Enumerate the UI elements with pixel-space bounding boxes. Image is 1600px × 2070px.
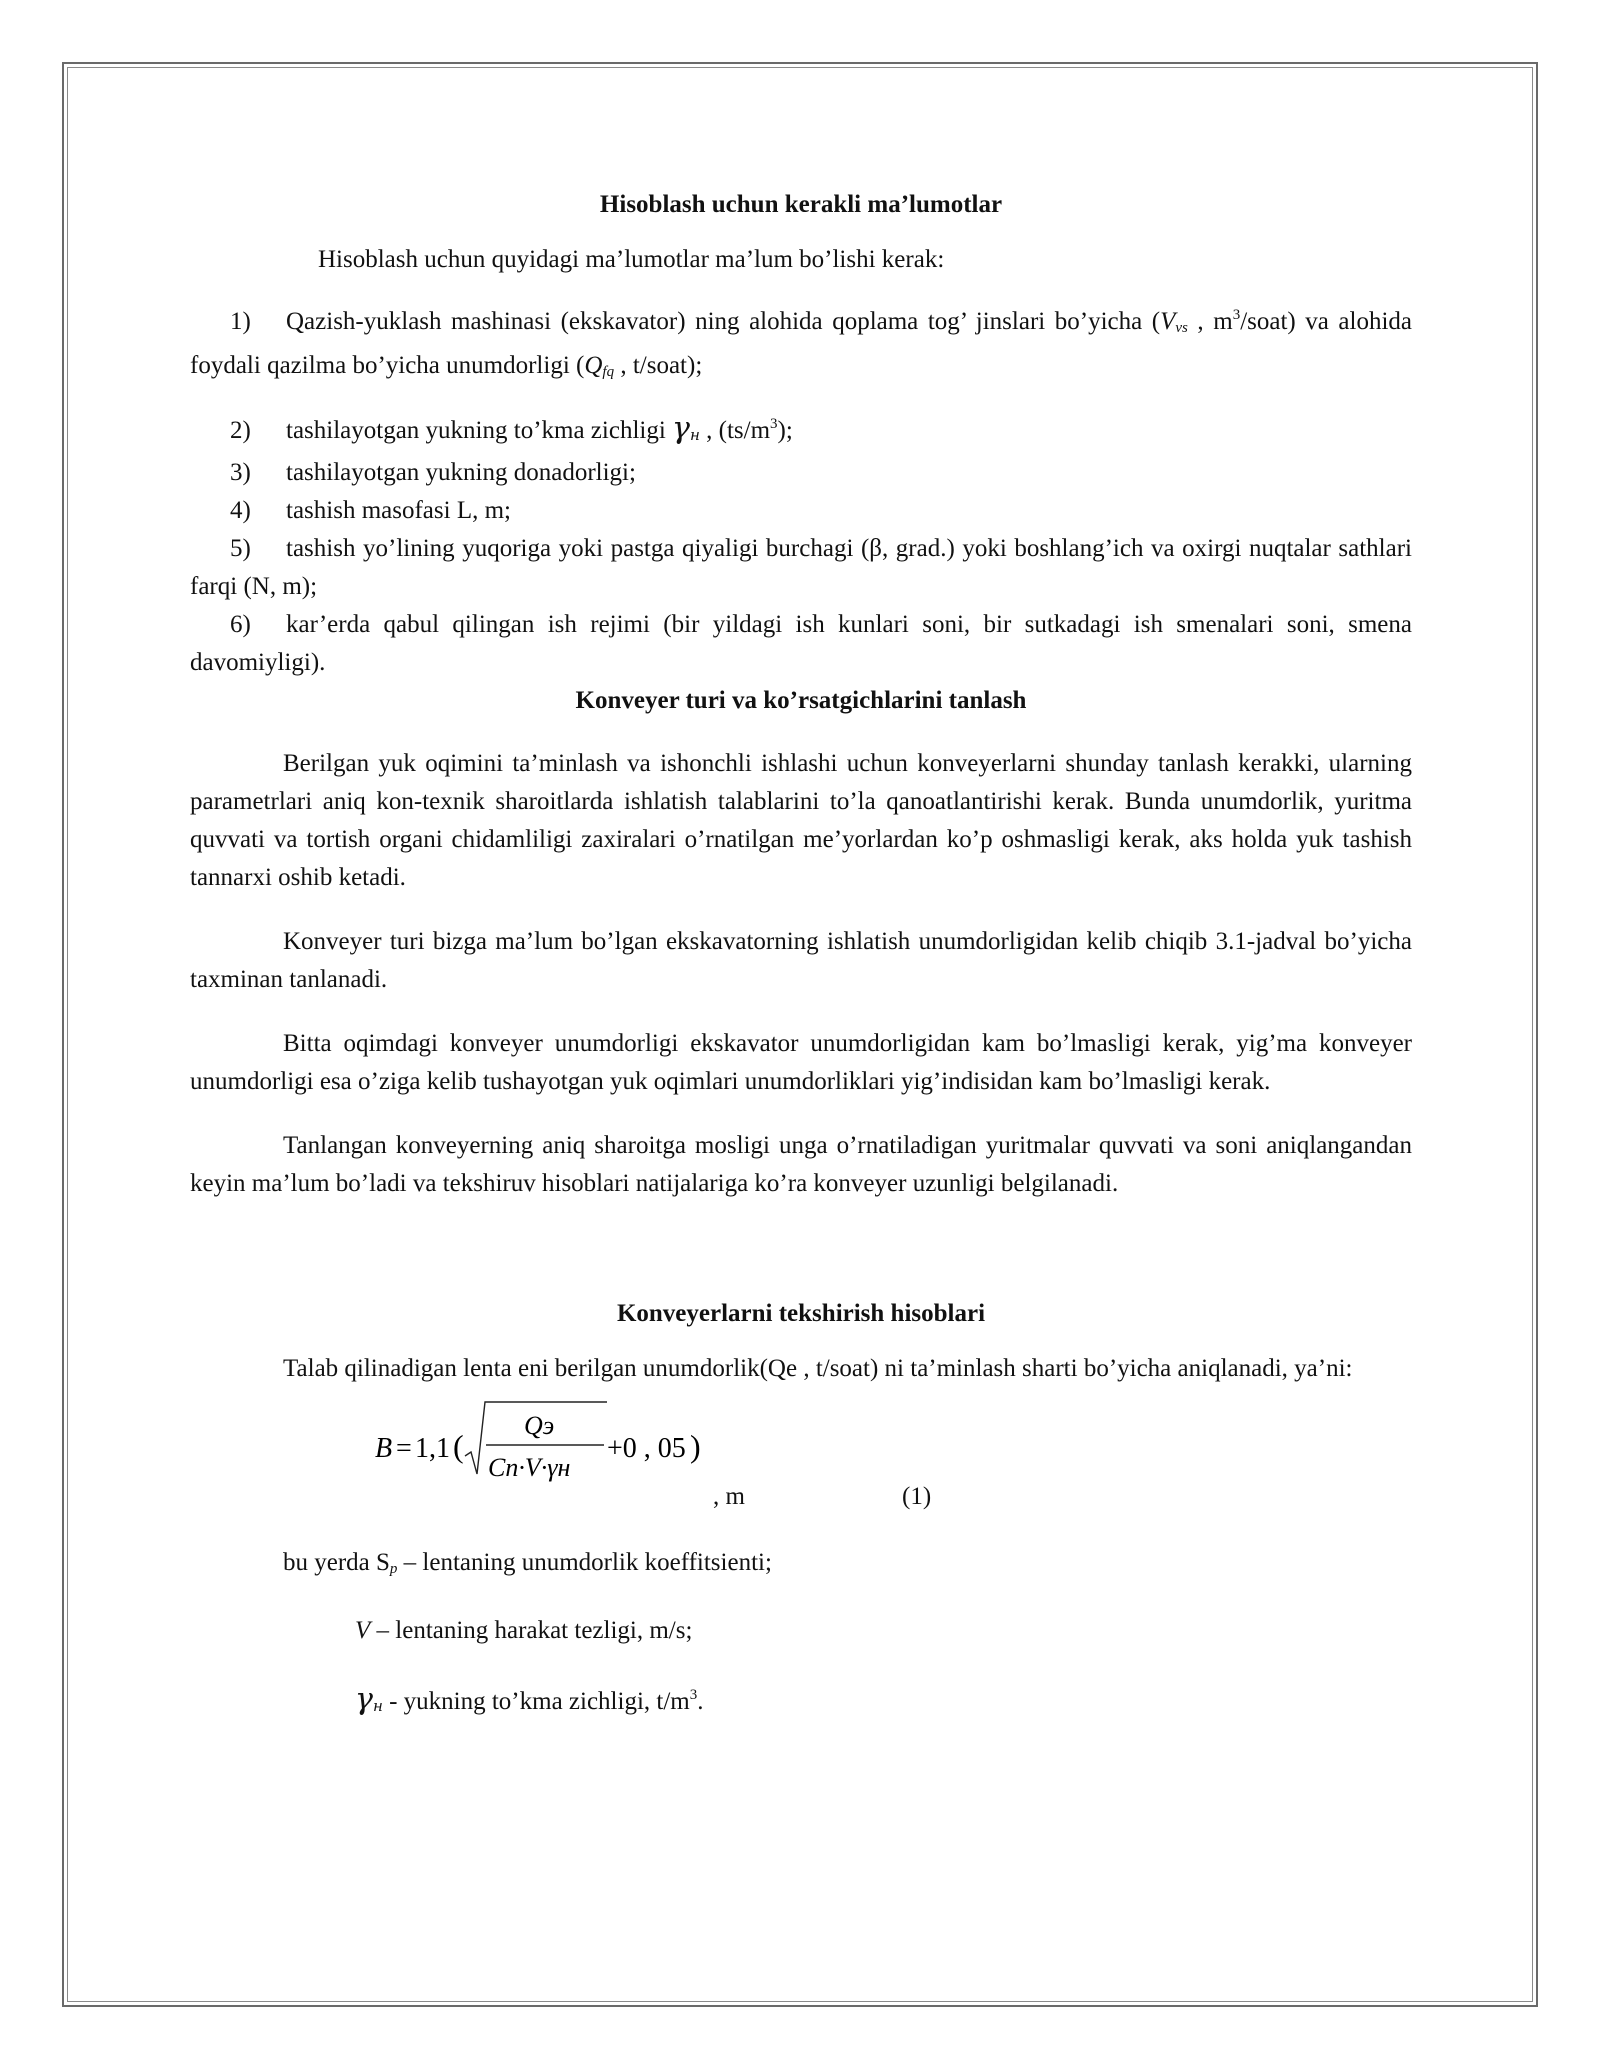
heading-conveyor-check: Konveyerlarni tekshirish hisoblari	[616, 1300, 986, 1327]
formula-equals: =	[396, 1433, 412, 1464]
paragraph: Bitta oqimdagi konveyer unumdorligi ekskavator unumdorligidan kam bo’lmasligi kerak, yig’ma konveyer unumdorligi esa o’ziga kelib tushayotgan yuk oqimlari unumdorliklari yig’indisidan kam bo’lmasligi kerak.	[190, 1030, 1412, 1095]
heading-conveyor-selection: Konveyer turi va ko’rsatgichlarini tanlash	[575, 687, 1027, 714]
definition-line: γн - yukning to’kma zichligi, $t/m^3$.	[355, 1682, 704, 1717]
formula-numerator: Qэ	[524, 1411, 555, 1440]
formula-coefficient: 1,1	[415, 1433, 450, 1464]
definition-line: bu yerda $S_p$ – lentaning unumdorlik koeffitsienti;	[283, 1549, 772, 1577]
paragraph: Konveyer turi bizga ma’lum bo’lgan ekskavatorning ishlatish unumdorligidan kelib chiqib 3.1-jadval bo’yicha taxminan tanlanadi.	[190, 928, 1412, 993]
intro-text: Hisoblash uchun quyidagi ma’lumotlar ma’lum bo’lishi kerak:	[318, 246, 945, 273]
heading-input-data: Hisoblash uchun kerakli ma’lumotlar	[599, 191, 1003, 218]
formula-lhs: B	[375, 1433, 393, 1464]
definition-line: V – lentaning harakat tezligi, m/s;	[355, 1617, 693, 1644]
list-item: 5) tashish yo’lining yuqoriga yoki pastga qiyaligi burchagi (β, grad.) yoki boshlang’ich va oxirgi nuqtalar sathlari farqi (N, m);	[190, 535, 1412, 600]
list-item: 4) tashish masofasi L, m;	[230, 497, 511, 524]
document-body	[190, 186, 1412, 1725]
paragraph: Tanlangan konveyerning aniq sharoitga mosligi unga o’rnatiladigan yuritmalar quvvati va soni aniqlangandan keyin ma’lum bo’ladi va tekshiruv hisoblari natijalariga ko’ra konveyer uzunligi belgilanadi.	[190, 1132, 1412, 1197]
list-item: 2) tashilayotgan yukning to’kma zichligi γн , $(ts/m^3)$;	[230, 411, 793, 446]
gamma-symbol: γ	[672, 411, 690, 446]
list-item: 6) kar’erda qabul qilingan ish rejimi (bir yildagi ish kunlari soni, bir sutkadagi ish smenalari soni, smena davomiyligi).	[190, 611, 1412, 676]
list-item: 3) tashilayotgan yukning donadorligi;	[230, 459, 636, 486]
equation-number: (1)	[902, 1483, 932, 1510]
gamma-symbol: γ	[355, 1682, 373, 1717]
formula-open-paren: (	[453, 1428, 464, 1464]
formula-close-paren: )	[690, 1428, 701, 1464]
belt-width-formula	[375, 1396, 715, 1506]
formula-unit: , m	[713, 1483, 745, 1510]
list-item: 1) Qazish-yuklash mashinasi (ekskavator) ning alohida qoplama tog’ jinslari bo’yicha ($V_{vs}$ , $m^3/soat$) va alohida foydali qazilma bo’yicha unumdorligi ($Q_{fq}$ , t/soat);	[190, 307, 1412, 380]
formula-addend: +0 , 05	[607, 1433, 686, 1464]
paragraph: Talab qilinadigan lenta eni berilgan unumdorlik(Qe , t/soat) ni ta’minlash sharti bo’yicha aniqlanadi, ya’ni:	[283, 1355, 1353, 1382]
formula-block	[190, 1388, 1412, 1538]
formula-denominator: Cn·V·γн	[488, 1453, 571, 1482]
paragraph: Berilgan yuk oqimini ta’minlash va ishonchli ishlashi uchun konveyerlarni shunday tanlash kerakki, ularning parametrlari aniq kon-texnik sharoitlarda ishlatish talablarini to’la qanoatlantirishi kerak. Bunda unumdorlik, yuritma quvvati va tortish organi chidamliligi zaxiralari o’rnatilgan me’yorlardan ko’p oshmasligi kerak, aks holda yuk tashish tannarxi oshib ketadi.	[190, 750, 1412, 891]
